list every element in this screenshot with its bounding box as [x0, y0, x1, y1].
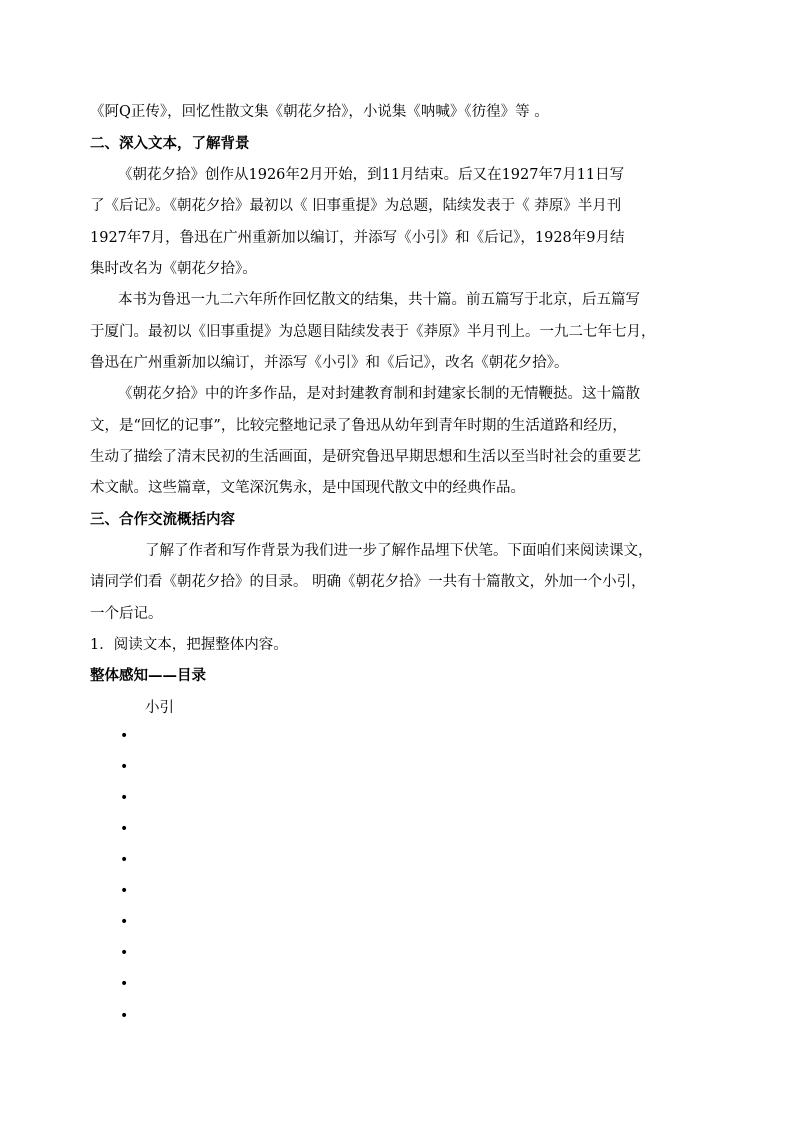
text-line-works: 《阿Q正传》，回忆性散文集《朝花夕拾》，小说集《呐喊》《彷徨》等 。	[90, 104, 549, 120]
paragraph-works-line-3: 生动了描绘了清末民初的生活画面，是研究鲁迅早期思想和生活以至当时社会的重要艺	[90, 449, 641, 465]
toc-item-preface: 小引	[145, 700, 174, 716]
paragraph-collection-line-1: 本书为鲁迅一九二六年所作回忆散文的结集，共十篇。前五篇写于北京，后五篇写	[118, 292, 640, 308]
paragraph-reading-line-3: 一个后记。	[90, 606, 163, 622]
paragraph-creation-line-2: 了《后记》。《朝花夕拾》最初以《 旧事重提》为总题，陆续发表于《 莽原》半月刊	[90, 198, 622, 214]
paragraph-reading-line-1: 了解了作者和写作背景为我们进一步了解作品埋下伏笔。下面咱们来阅读课文，	[145, 543, 653, 559]
toc-bullet: •	[120, 945, 129, 961]
section-heading-cooperation: 三、合作交流概括内容	[90, 511, 235, 528]
paragraph-collection-line-2: 于厦门。最初以《旧事重提》为总题目陆续发表于《莽原》半月刊上。一九二七年七月，	[90, 324, 656, 340]
paragraph-works-line-1: 《朝花夕拾》中的许多作品，是对封建教育制和封建家长制的无情鞭挞。这十篇散	[118, 386, 640, 402]
section-heading-background: 二、深入文本，了解背景	[90, 135, 250, 152]
toc-bullet: •	[120, 790, 129, 806]
paragraph-creation-line-4: 集时改名为《朝花夕拾》。	[90, 261, 257, 277]
task-item-1: 1．阅读文本，把握整体内容。	[90, 637, 288, 653]
paragraph-creation-line-3: 1927年7月，鲁迅在广州重新加以编订，并添写《小引》和《后记》，1928年9月结	[90, 230, 625, 246]
toc-bullet: •	[120, 728, 129, 744]
toc-bullet: •	[120, 883, 129, 899]
paragraph-reading-line-2: 请同学们看《朝花夕拾》的目录。 明确《朝花夕拾》一共有十篇散文，外加一个小引，	[90, 574, 646, 590]
paragraph-works-line-2: 文，是“回忆的记事”，比较完整地记录了鲁迅从幼年到青年时期的生活道路和经历，	[90, 418, 627, 434]
toc-bullet: •	[120, 759, 129, 775]
toc-bullet: •	[120, 852, 129, 868]
paragraph-works-line-4: 术文献。这些篇章，文笔深沉隽永，是中国现代散文中的经典作品。	[90, 480, 525, 496]
toc-bullet: •	[120, 821, 129, 837]
toc-bullet: •	[120, 976, 129, 992]
paragraph-creation-line-1: 《朝花夕拾》创作从1926年2月开始，到11月结束。后又在1927年7月11日写	[118, 167, 625, 183]
toc-bullet: •	[120, 914, 129, 930]
toc-heading: 整体感知——目录	[90, 667, 206, 684]
toc-bullet: •	[120, 1008, 129, 1024]
paragraph-collection-line-3: 鲁迅在广州重新加以编订，并添写《小引》和《后记》，改名《朝花夕拾》。	[90, 355, 569, 371]
